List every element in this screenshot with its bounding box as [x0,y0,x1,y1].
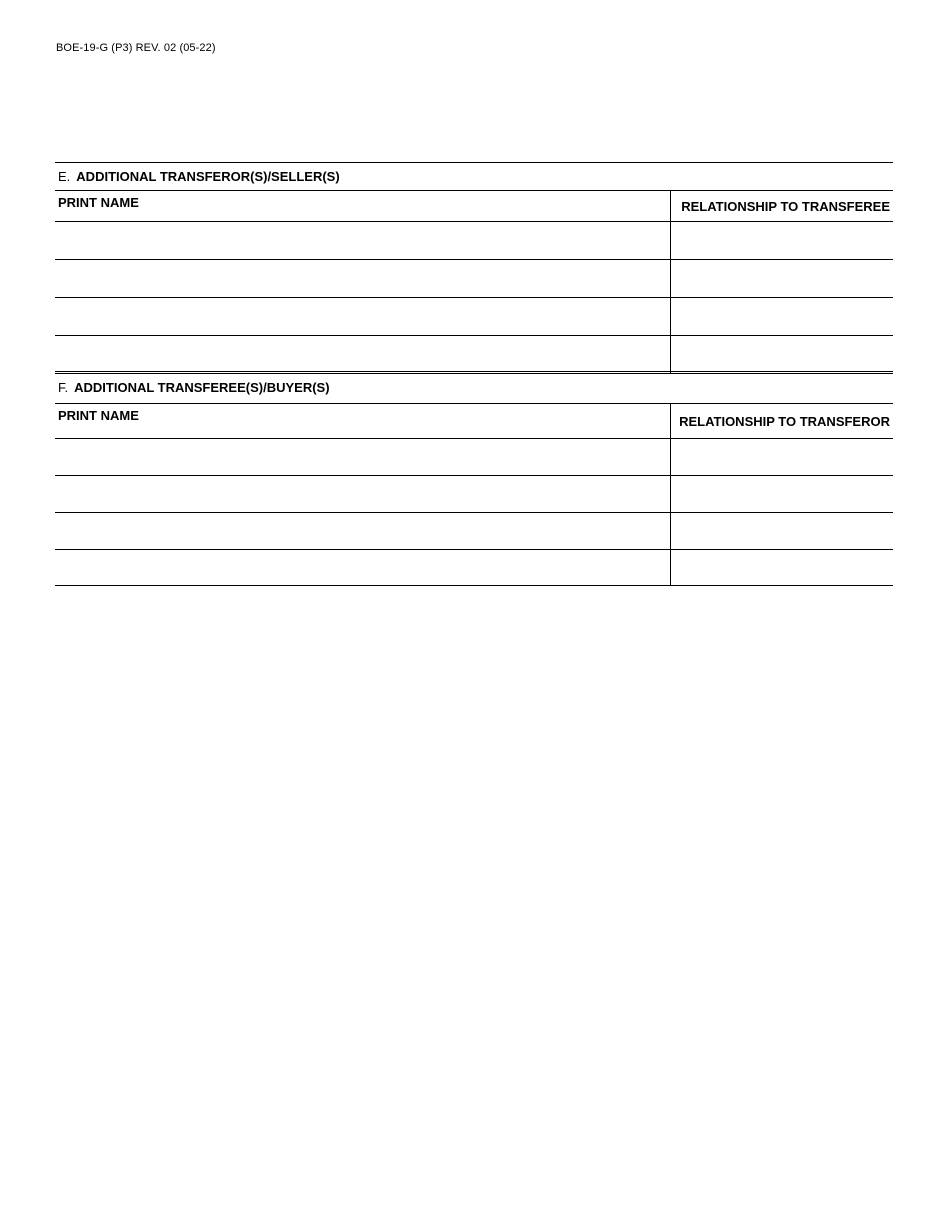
section-title: ADDITIONAL TRANSFEROR(S)/SELLER(S) [76,169,340,184]
table-row [55,513,893,550]
table-row [55,298,893,336]
print-name-field[interactable] [55,260,671,297]
print-name-field[interactable] [55,439,671,475]
section-letter: F. [58,380,69,395]
relationship-field[interactable] [671,439,893,475]
column-header-print-name: PRINT NAME [55,191,671,221]
table-header-row [55,191,893,222]
table-row [55,439,893,476]
print-name-field[interactable] [55,336,671,373]
print-name-field[interactable] [55,513,671,549]
table-row [55,222,893,260]
section-title: ADDITIONAL TRANSFEREE(S)/BUYER(S) [74,380,330,395]
table-row [55,336,893,374]
table-row [55,260,893,298]
form-id: BOE-19-G (P3) REV. 02 (05-22) [56,42,216,54]
transferee-table [55,403,893,586]
relationship-field[interactable] [671,298,893,335]
relationship-field[interactable] [671,550,893,585]
section-header [55,162,893,190]
table-row [55,476,893,513]
relationship-field[interactable] [671,336,893,373]
section-additional-transferees [55,371,893,586]
print-name-field[interactable] [55,550,671,585]
print-name-field[interactable] [55,476,671,512]
relationship-field[interactable] [671,513,893,549]
section-additional-transferors [55,162,893,374]
section-letter: E. [58,169,71,184]
relationship-field[interactable] [671,222,893,259]
column-header-relationship: RELATIONSHIP TO TRANSFEREE [681,199,890,214]
section-header [55,371,893,403]
relationship-field[interactable] [671,476,893,512]
table-header-row [55,404,893,439]
column-header-print-name: PRINT NAME [55,404,671,438]
transferor-table [55,190,893,374]
column-header-relationship: RELATIONSHIP TO TRANSFEROR [679,414,890,429]
print-name-field[interactable] [55,298,671,335]
print-name-field[interactable] [55,222,671,259]
relationship-field[interactable] [671,260,893,297]
table-row [55,550,893,586]
